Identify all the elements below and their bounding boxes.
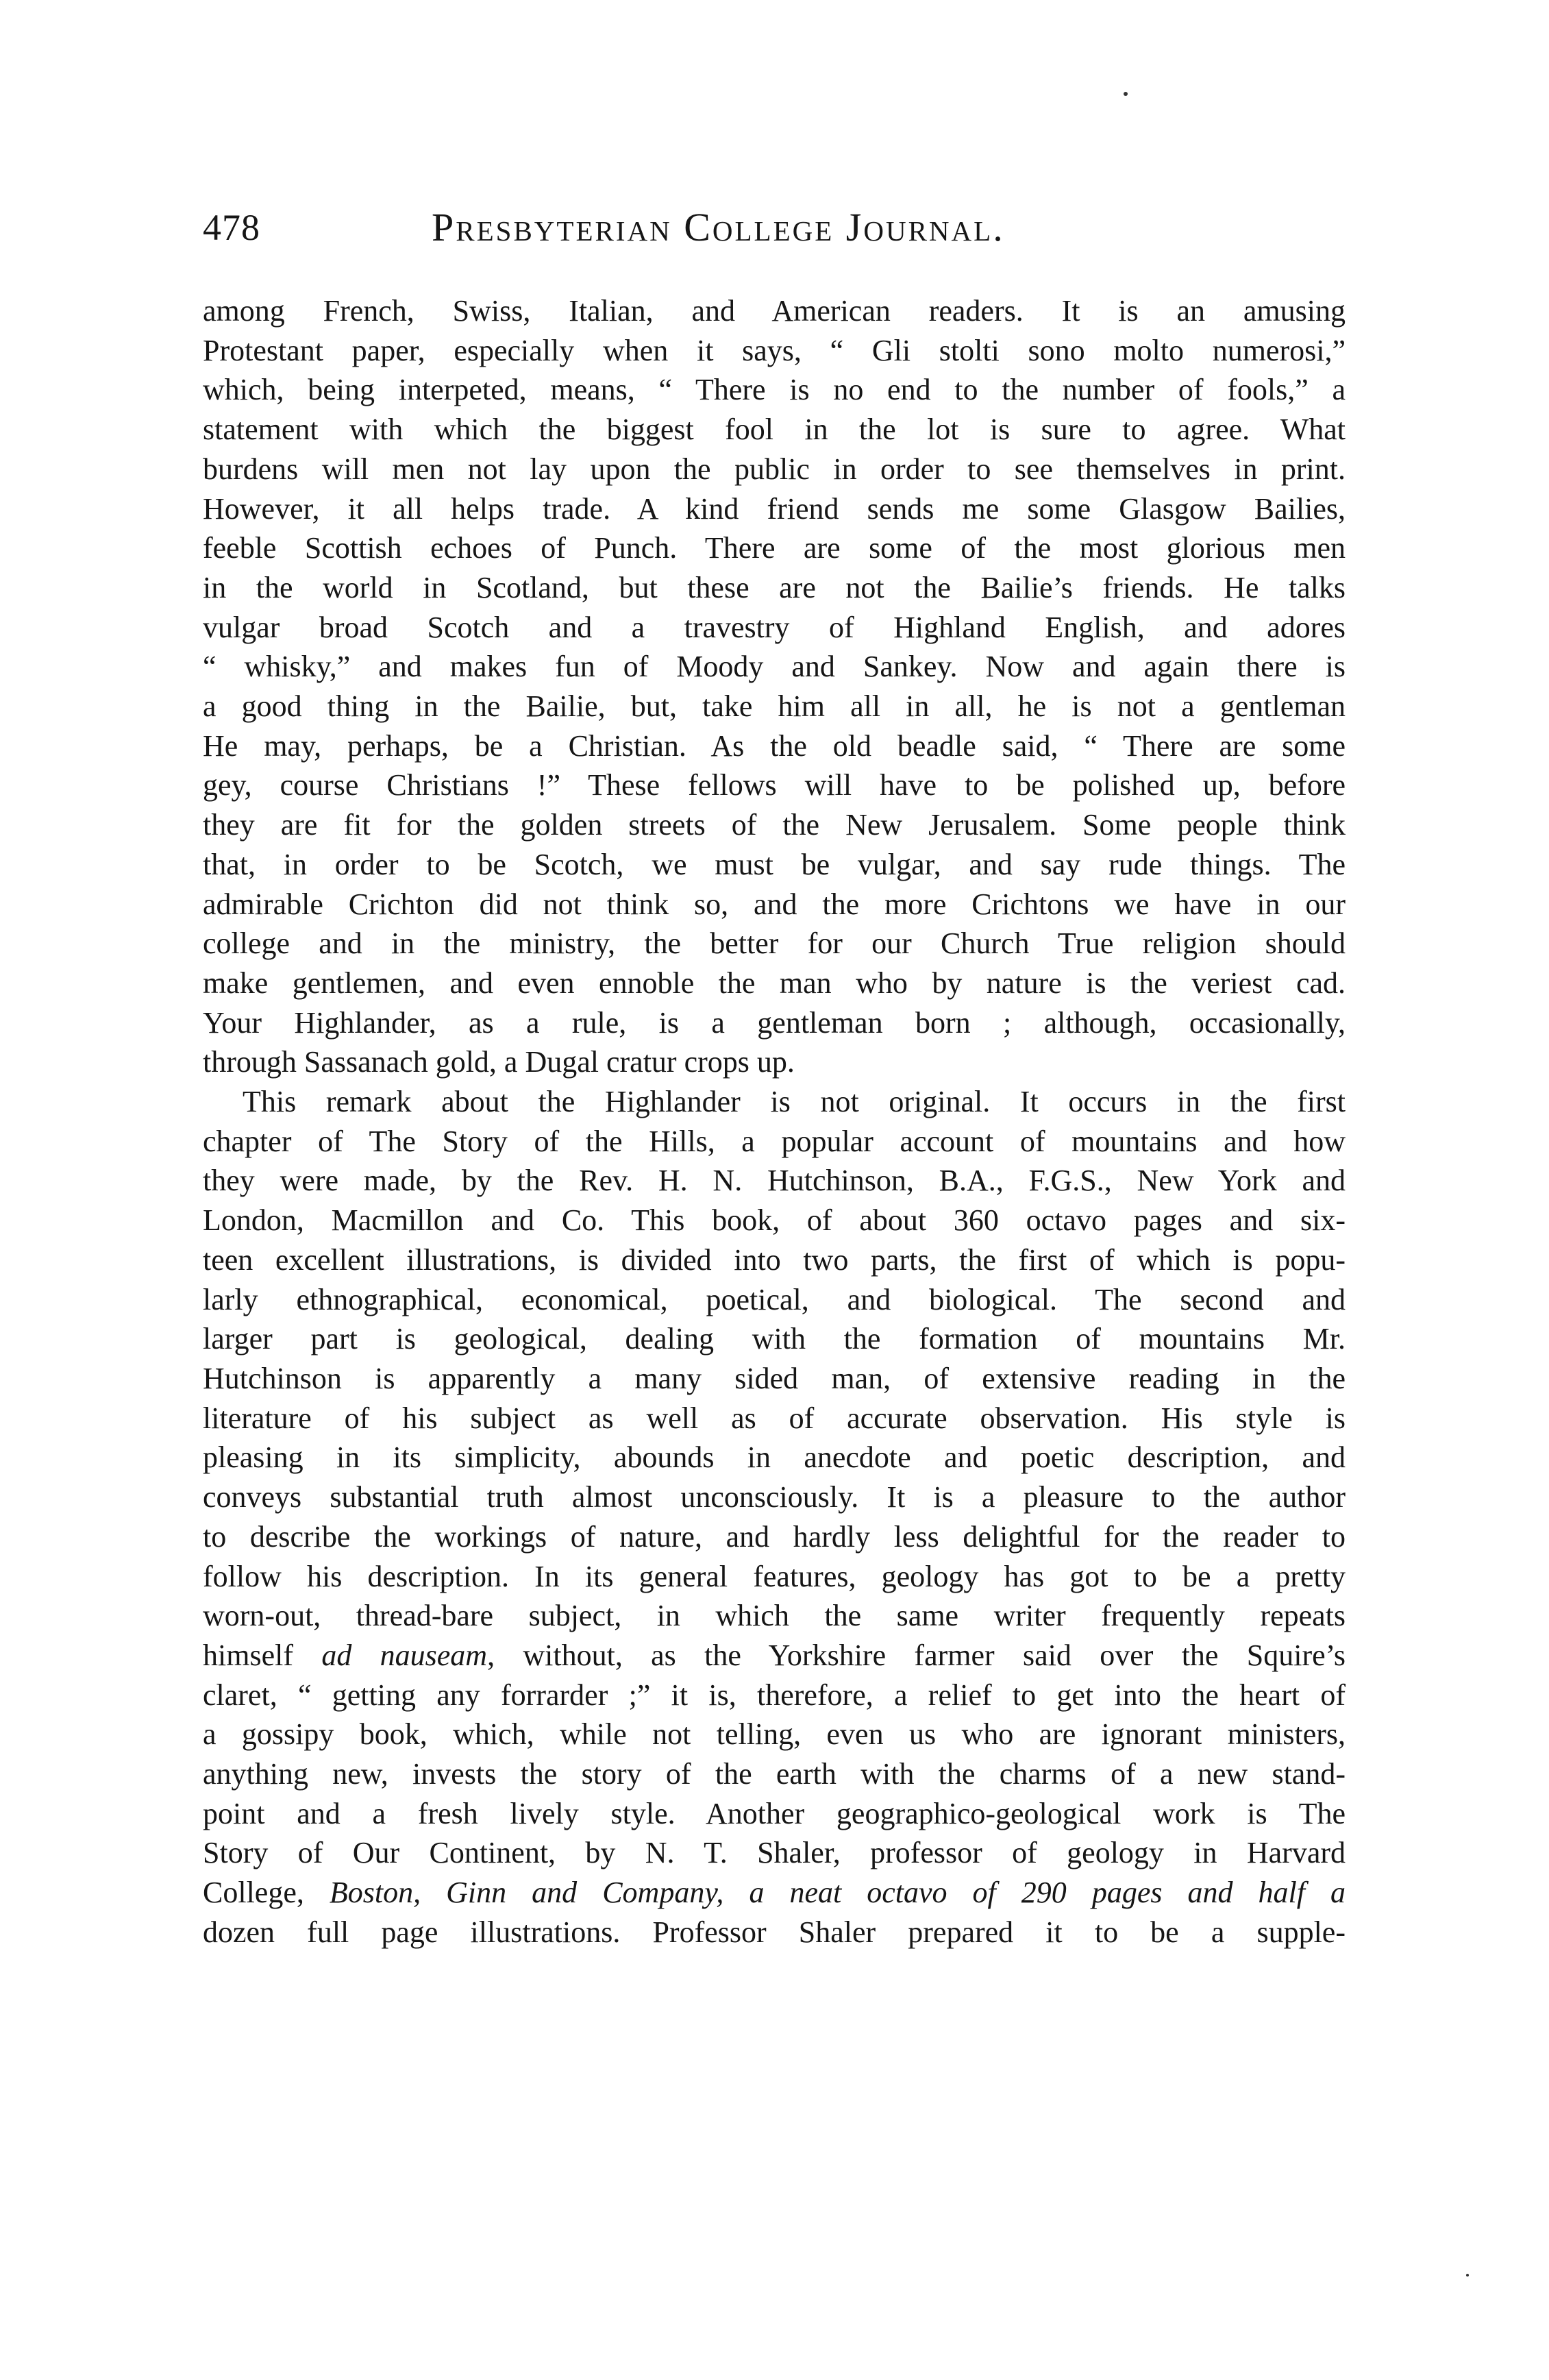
text-line: admirable Crichton did not think so, and the more Crichtons we have in our — [203, 887, 1346, 921]
text-line: worn-out, thread-bare subject, in which the same writer frequently repeats — [203, 1599, 1346, 1633]
text-line: through Sassanach gold, a Dugal cratur crops up. — [203, 1045, 795, 1079]
print-speck — [1124, 92, 1128, 96]
paragraph — [203, 1082, 1346, 1952]
text-line: which, being interpeted, means, “ There is no end to the number of fools,” a — [203, 373, 1346, 407]
paragraph — [203, 291, 1346, 1082]
text-line: anything new, invests the story of the earth with the charms of a new stand- — [203, 1757, 1346, 1791]
text-line: follow his description. In its general features, geology has got to be a pretty — [203, 1559, 1346, 1593]
text-line: college and in the ministry, the better for our Church True religion should — [203, 927, 1346, 961]
text-line: to describe the workings of nature, and hardly less delightful for the reader to — [203, 1519, 1346, 1554]
text-line: chapter of The Story of the Hills, a popular account of mountains and how — [203, 1124, 1346, 1158]
text-line: larger part is geological, dealing with the formation of mountains Mr. — [203, 1322, 1346, 1356]
print-speck — [1466, 2274, 1469, 2277]
text-line: However, it all helps trade. A kind friend sends me some Glasgow Bailies, — [203, 491, 1346, 526]
page-number: 478 — [203, 207, 260, 248]
text-line: statement with which the biggest fool in the lot is sure to agree. What — [203, 413, 1346, 447]
text-line: dozen full page illustrations. Professor Shaler prepared it to be a supple- — [203, 1915, 1346, 1949]
text-line: in the world in Scotland, but these are not the Bailie’s friends. He talks — [203, 570, 1346, 604]
text-line: make gentlemen, and even ennoble the man who by nature is the veriest cad. — [203, 966, 1346, 1000]
text-line: burdens will men not lay upon the public in order to see themselves in print. — [203, 452, 1346, 486]
text-line: Hutchinson is apparently a many sided man, of extensive reading in the — [203, 1361, 1346, 1395]
body-text — [203, 291, 1346, 1952]
text-line: He may, perhaps, be a Christian. As the old beadle said, “ There are some — [203, 728, 1346, 763]
text-line: feeble Scottish echoes of Punch. There are some of the most glorious men — [203, 531, 1346, 565]
text-line: they were made, by the Rev. H. N. Hutchinson, B.A., F.G.S., New York and — [203, 1164, 1346, 1198]
text-line: This remark about the Highlander is not original. It occurs in the first — [243, 1085, 1346, 1119]
text-line: Story of Our Continent, by N. T. Shaler, professor of geology in Harvard — [203, 1836, 1346, 1870]
text-line: larly ethnographical, economical, poetical, and biological. The second and — [203, 1282, 1346, 1316]
text-line: Your Highlander, as a rule, is a gentleman born ; although, occasionally, — [203, 1005, 1346, 1040]
text-line: a good thing in the Bailie, but, take him all in all, he is not a gentleman — [203, 689, 1346, 724]
text-line: “ whisky,” and makes fun of Moody and Sankey. Now and again there is — [203, 650, 1346, 684]
text-line: claret, “ getting any forrarder ;” it is, therefore, a relief to get into the heart of — [203, 1678, 1346, 1712]
text-line: literature of his subject as well as of accurate observation. His style is — [203, 1401, 1346, 1435]
journal-title: Presbyterian College Journal. — [432, 205, 1005, 249]
text-line: himself ad nauseam, without, as the Yorkshire farmer said over the Squire’s — [203, 1638, 1346, 1672]
text-line: London, Macmillon and Co. This book, of about 360 octavo pages and six- — [203, 1203, 1346, 1238]
text-line: pleasing in its simplicity, abounds in anecdote and poetic description, and — [203, 1440, 1346, 1475]
text-line: vulgar broad Scotch and a travestry of Highland English, and adores — [203, 610, 1346, 644]
text-line: teen excellent illustrations, is divided into two parts, the first of which is popu- — [203, 1242, 1346, 1277]
text-line: that, in order to be Scotch, we must be vulgar, and say rude things. The — [203, 847, 1346, 881]
text-line: a gossipy book, which, while not telling, even us who are ignorant ministers, — [203, 1717, 1346, 1752]
text-line: they are fit for the golden streets of the New Jerusalem. Some people think — [203, 808, 1346, 842]
text-line: gey, course Christians !” These fellows will have to be polished up, before — [203, 768, 1346, 802]
text-line: among French, Swiss, Italian, and American readers. It is an amusing — [203, 294, 1346, 328]
running-head — [203, 200, 1346, 255]
text-line: College, Boston, Ginn and Company, a neat octavo of 290 pages and half a — [203, 1876, 1346, 1910]
text-line: conveys substantial truth almost unconsciously. It is a pleasure to the author — [203, 1480, 1346, 1514]
text-line: point and a fresh lively style. Another geographico-geological work is The — [203, 1796, 1346, 1830]
text-line: Protestant paper, especially when it says, “ Gli stolti sono molto numerosi,” — [203, 333, 1346, 367]
